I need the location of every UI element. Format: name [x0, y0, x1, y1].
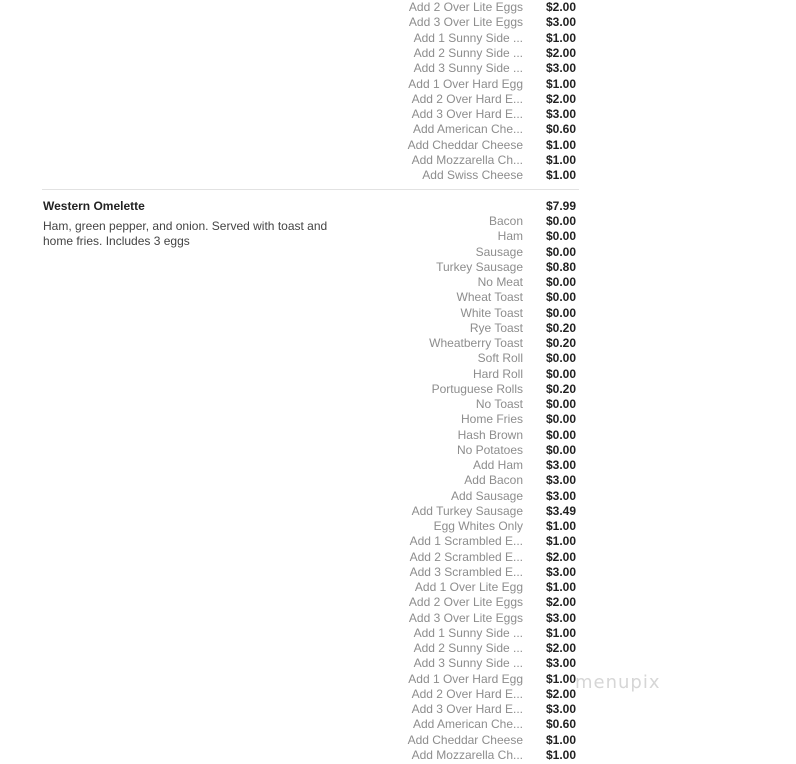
option-row[interactable] [0, 245, 796, 260]
option-price: $3.49 [546, 503, 577, 518]
option-name: Add Cheddar Cheese [407, 732, 523, 747]
option-price: $3.00 [546, 656, 577, 671]
option-row[interactable] [0, 260, 796, 275]
option-name: Add Turkey Sausage [411, 503, 523, 518]
option-row[interactable] [0, 611, 796, 626]
option-price: $1.00 [546, 534, 577, 549]
option-row[interactable] [0, 61, 796, 76]
option-row[interactable] [0, 428, 796, 443]
option-price: $3.00 [546, 702, 577, 716]
option-row[interactable] [0, 77, 796, 92]
option-name: Add 2 Sunny Side ... [413, 45, 523, 60]
option-name: White Toast [460, 305, 523, 320]
option-name: Add 1 Over Lite Egg [414, 580, 523, 594]
option-price: $0.00 [546, 412, 577, 427]
option-price: $3.00 [546, 488, 577, 503]
option-name: Portuguese Rolls [431, 381, 523, 396]
option-name: Add American Che... [412, 717, 523, 732]
option-price: $0.00 [546, 397, 577, 411]
option-row[interactable] [0, 0, 796, 15]
option-price: $0.20 [546, 336, 577, 350]
option-row[interactable] [0, 214, 796, 229]
option-name: Add 2 Over Hard E... [411, 686, 523, 701]
option-price: $3.00 [546, 15, 577, 30]
option-row[interactable] [0, 641, 796, 656]
option-row[interactable] [0, 473, 796, 488]
option-price: $0.00 [546, 427, 577, 442]
option-price: $0.00 [546, 442, 577, 457]
option-row[interactable] [0, 595, 796, 610]
item-price: $7.99 [546, 199, 577, 213]
option-row[interactable] [0, 550, 796, 565]
option-row[interactable] [0, 626, 796, 641]
option-price: $0.00 [546, 366, 577, 381]
option-name: Add Ham [472, 458, 523, 472]
option-price: $2.00 [546, 686, 577, 701]
option-price: $0.20 [546, 381, 577, 396]
option-name: Add 2 Over Lite Eggs [408, 595, 523, 610]
option-price: $0.80 [546, 259, 577, 274]
option-row[interactable] [0, 229, 796, 244]
option-name: Add Mozzarella Ch... [411, 747, 523, 762]
option-row[interactable] [0, 534, 796, 549]
option-name: Add 3 Over Hard E... [411, 702, 523, 716]
option-price: $0.60 [546, 122, 577, 137]
option-name: Hard Roll [472, 366, 523, 381]
option-name: Ham [497, 229, 523, 244]
option-name: Soft Roll [477, 351, 523, 366]
option-price: $1.00 [546, 671, 577, 686]
option-price: $3.00 [546, 564, 577, 579]
option-row[interactable] [0, 672, 796, 687]
option-name: Add Sausage [450, 488, 523, 503]
option-price: $3.00 [546, 107, 577, 122]
option-row[interactable] [0, 15, 796, 30]
option-row[interactable] [0, 519, 796, 534]
option-row[interactable] [0, 138, 796, 153]
option-name: Add 3 Sunny Side ... [413, 656, 523, 671]
option-price: $2.00 [546, 641, 577, 655]
option-name: Add 3 Over Lite Eggs [408, 15, 523, 30]
option-price: $2.00 [546, 549, 577, 564]
option-row[interactable] [0, 580, 796, 595]
option-price: $2.00 [546, 45, 577, 60]
option-price: $3.00 [546, 473, 577, 488]
option-row[interactable] [0, 153, 796, 168]
option-name: Add 1 Sunny Side ... [413, 625, 523, 640]
option-name: Add Swiss Cheese [422, 168, 523, 183]
option-name: Add 1 Over Hard Egg [408, 76, 523, 91]
option-name: Sausage [475, 244, 523, 259]
option-row[interactable] [0, 748, 796, 763]
option-row[interactable] [0, 443, 796, 458]
option-name: Bacon [488, 214, 523, 228]
option-name: Home Fries [460, 412, 523, 427]
option-row[interactable] [0, 275, 796, 290]
option-price: $0.00 [546, 351, 577, 366]
option-row[interactable] [0, 702, 796, 717]
option-row[interactable] [0, 31, 796, 46]
watermark: menupix [575, 672, 661, 693]
option-row[interactable] [0, 733, 796, 748]
item-title: Western Omelette [43, 199, 145, 213]
option-price: $3.00 [546, 610, 577, 625]
option-row[interactable] [0, 717, 796, 732]
option-price: $0.00 [546, 214, 577, 228]
option-row[interactable] [0, 306, 796, 321]
option-row[interactable] [0, 504, 796, 519]
option-price: $0.00 [546, 305, 577, 320]
option-name: Wheat Toast [456, 290, 523, 305]
option-name: Add 3 Sunny Side ... [413, 61, 523, 76]
option-price: $3.00 [546, 458, 577, 472]
option-name: Add 1 Sunny Side ... [413, 30, 523, 45]
option-name: No Toast [475, 397, 523, 411]
option-price: $0.00 [546, 244, 577, 259]
option-price: $2.00 [546, 595, 577, 610]
option-price: $2.00 [546, 91, 577, 106]
option-row[interactable] [0, 122, 796, 137]
option-row[interactable] [0, 382, 796, 397]
option-price: $0.00 [546, 290, 577, 305]
option-name: Add 1 Over Hard Egg [408, 671, 523, 686]
option-name: Add Mozzarella Ch... [411, 153, 523, 167]
option-row[interactable] [0, 351, 796, 366]
option-row[interactable] [0, 46, 796, 61]
option-price: $1.00 [546, 732, 577, 747]
option-row[interactable] [0, 336, 796, 351]
option-price: $3.00 [546, 61, 577, 76]
option-name: Add 3 Over Hard E... [411, 107, 523, 122]
option-row[interactable] [0, 321, 796, 336]
option-name: Rye Toast [469, 320, 523, 335]
option-row[interactable] [0, 565, 796, 580]
option-row[interactable] [0, 412, 796, 427]
option-row[interactable] [0, 656, 796, 671]
option-name: Add American Che... [412, 122, 523, 137]
option-price: $0.00 [546, 229, 577, 244]
option-name: Add 1 Scrambled E... [409, 534, 523, 549]
item-description: Ham, green pepper, and onion. Served with toast and home fries. Includes 3 eggs [43, 219, 328, 248]
option-price: $1.00 [546, 747, 577, 762]
option-price: $1.00 [546, 30, 577, 45]
option-price: $0.60 [546, 717, 577, 732]
option-price: $1.00 [546, 137, 577, 152]
option-price: $1.00 [546, 580, 577, 594]
option-price: $1.00 [546, 519, 577, 533]
option-row[interactable] [0, 489, 796, 504]
option-row[interactable] [0, 367, 796, 382]
option-name: No Potatoes [456, 442, 523, 457]
option-name: Add 3 Over Lite Eggs [408, 610, 523, 625]
option-name: Add 2 Scrambled E... [409, 549, 523, 564]
option-row[interactable] [0, 168, 796, 183]
option-row[interactable] [0, 397, 796, 412]
option-name: Wheatberry Toast [429, 336, 523, 350]
option-price: $0.00 [546, 275, 577, 289]
option-row[interactable] [0, 290, 796, 305]
option-row[interactable] [0, 458, 796, 473]
option-price: $0.20 [546, 320, 577, 335]
option-name: Hash Brown [457, 427, 523, 442]
item-divider [42, 189, 579, 190]
option-price: $1.00 [546, 153, 577, 167]
option-name: Add 2 Over Hard E... [411, 91, 523, 106]
option-price: $2.00 [546, 0, 577, 14]
option-name: Add 2 Sunny Side ... [413, 641, 523, 655]
option-row[interactable] [0, 107, 796, 122]
option-price: $1.00 [546, 625, 577, 640]
option-name: No Meat [477, 275, 523, 289]
option-name: Add Cheddar Cheese [407, 137, 523, 152]
option-price: $1.00 [546, 76, 577, 91]
option-name: Egg Whites Only [433, 519, 523, 533]
option-name: Add 3 Scrambled E... [409, 564, 523, 579]
option-name: Add Bacon [464, 473, 523, 488]
option-row[interactable] [0, 92, 796, 107]
option-name: Turkey Sausage [436, 259, 523, 274]
option-price: $1.00 [546, 168, 577, 183]
option-row[interactable] [0, 687, 796, 702]
option-name: Add 2 Over Lite Eggs [408, 0, 523, 14]
